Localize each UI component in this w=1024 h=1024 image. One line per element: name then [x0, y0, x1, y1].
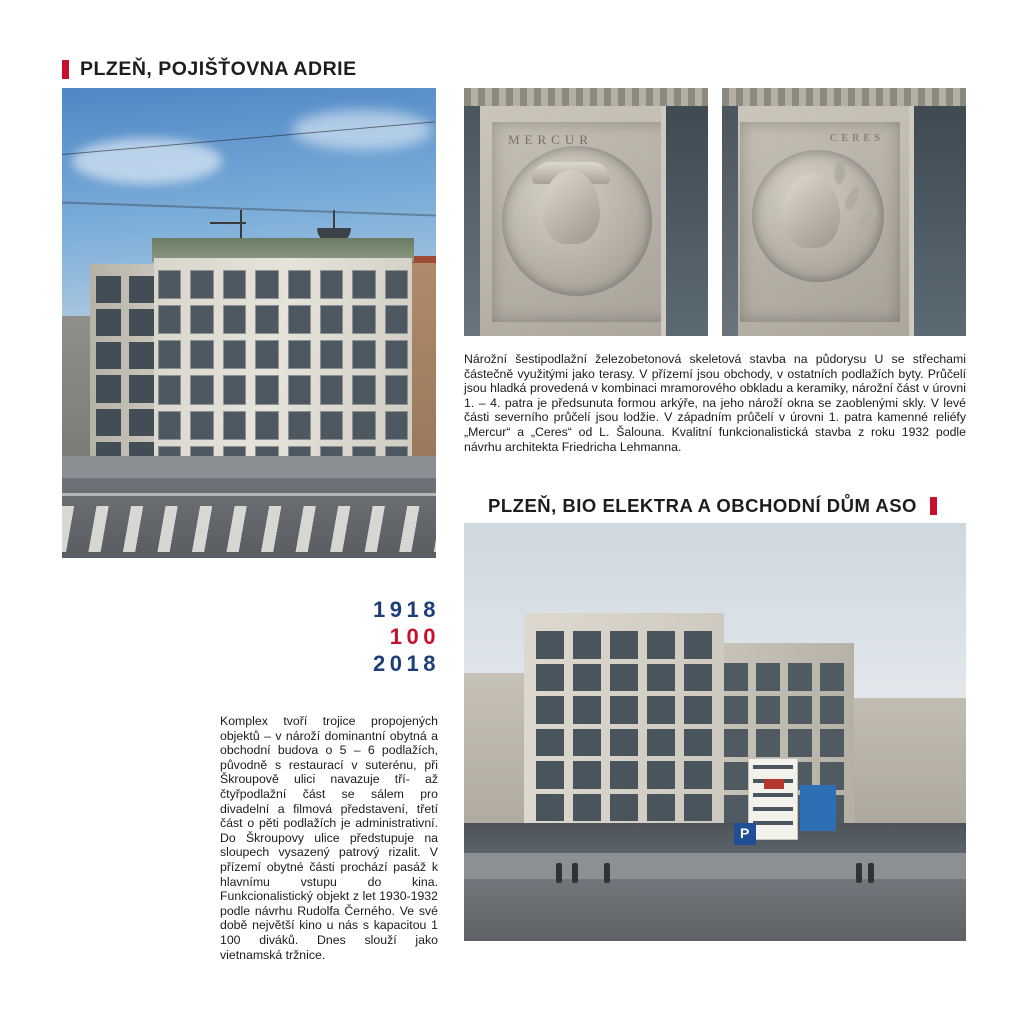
pedestrian	[572, 863, 578, 883]
section-title-adrie-label: PLZEŇ, POJIŠŤOVNA ADRIE	[80, 58, 357, 80]
relief-inscription: MERCUR	[508, 132, 593, 147]
parking-sign-icon	[734, 823, 756, 845]
pojistovna-adrie-corner-building-photo	[62, 88, 436, 558]
street-lamp-arm	[333, 210, 335, 230]
pedestrian	[856, 863, 862, 883]
antenna-icon	[210, 222, 246, 224]
sidewalk	[464, 853, 966, 879]
sidewalk	[62, 456, 436, 478]
centenary-logo	[352, 596, 440, 677]
facade-window-grid	[536, 631, 712, 821]
bio-elektra-aso-building-photo	[464, 523, 966, 941]
mercur-relief-photo	[464, 88, 708, 336]
aso-description-text: Komplex tvoří trojice propojených objektů – v nároží dominantní obytná a obchodní budova o 5 – 6 podlažích, původně s restaurací v suterénu, při Škroupově ulici navazuje tří- až čtyřpodlažní část se sálem pro divadelní a filmová představení, třetí část o pěti podlažích je administrativní. Do Škroupovy ulice předstupuje na sloupech vysazený patrový rizalit. V přízemí obytné části prochází pasáž k hlavnímu vstupu do kina. Funkcionalistický objekt z let 1930-1932 podle návrhu Rudolfa Černého. Ve své době největší kino u nás s kapacitou 1 100 diváků. Dnes slouží jako vietnamská tržnice.	[220, 714, 438, 962]
street	[464, 879, 966, 941]
facade-cornice	[464, 88, 708, 106]
section-title-aso-label: PLZEŇ, BIO ELEKTRA A OBCHODNÍ DŮM ASO	[488, 495, 917, 516]
pedestrian	[868, 863, 874, 883]
accent-bar-icon	[62, 60, 69, 79]
road-marking	[62, 493, 436, 496]
facade-cornice	[722, 88, 966, 106]
antenna-icon	[240, 210, 242, 240]
logo-year-from: 1918	[373, 597, 440, 622]
ceres-relief-photo	[722, 88, 966, 336]
logo-year-to: 2018	[373, 651, 440, 676]
pedestrian-crossing	[62, 506, 436, 552]
shop-signage	[800, 785, 836, 831]
window	[661, 106, 708, 336]
accent-bar-icon	[930, 497, 937, 515]
pedestrian	[556, 863, 562, 883]
window	[464, 106, 480, 336]
window	[909, 106, 966, 336]
logo-number: 100	[389, 624, 440, 649]
adrie-description-text: Nárožní šestipodlažní železobetonová skeletová stavba na půdorysu U se střechami částečně využitými jako terasy. V přízemí jsou obchody, v ostatních podlažích byty. Průčelí jsou hladká provedená v kombinaci mramorového obkladu a keramiky, nárožní část v úrovni 1. – 4. patra je předsunuta formou arkýře, na jeho nároží okna se zaoblenými skly. V levé části severního průčelí jsou lodžie. V západním průčelí v úrovni 1. patra kamenné reliéfy „Mercur“ a „Ceres“ od L. Šalouna. Kvalitní funkcionalistická stavba z roku 1932 podle návrhu architekta Friedricha Lehmanna.	[464, 352, 966, 454]
shop-signage	[764, 779, 784, 789]
section-title-adrie	[62, 58, 357, 81]
window	[722, 106, 738, 336]
section-title-aso	[488, 495, 937, 517]
pedestrian	[604, 863, 610, 883]
relief-inscription: CERES	[830, 132, 885, 144]
